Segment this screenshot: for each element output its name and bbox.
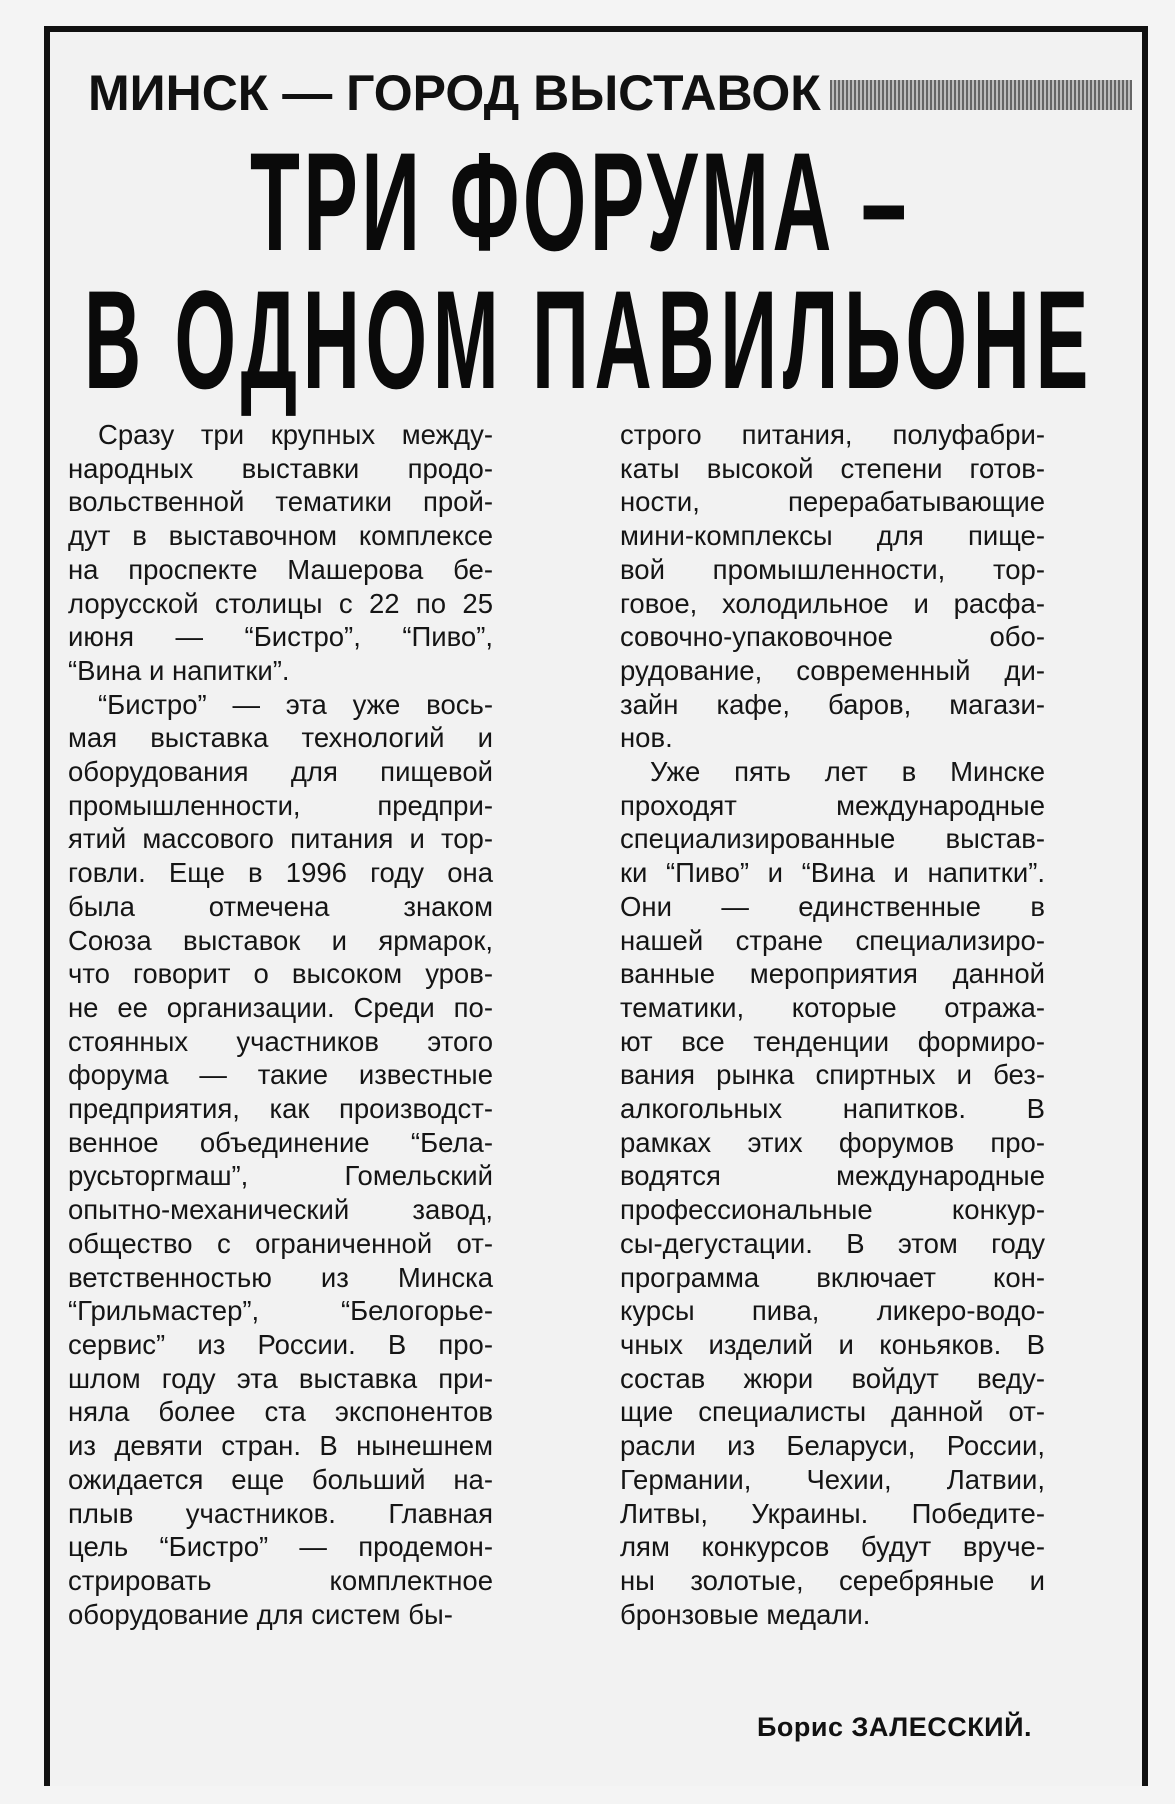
text-line: дут в выставочном комплексе [68, 520, 493, 552]
text-line: лям конкурсов будут вруче- [620, 1531, 1045, 1563]
text-line: нашей стране специализиро- [620, 924, 1045, 956]
text-line: предприятия, как производст- [68, 1093, 493, 1125]
text-line: профессиональные конкур- [620, 1194, 1045, 1226]
text-line: народных выставки продо- [68, 452, 493, 484]
text-line: из девяти стран. В нынешнем [68, 1430, 493, 1462]
text-line: водятся международные [620, 1160, 1045, 1192]
text-line: щие специалисты данной от- [620, 1396, 1045, 1428]
rubric-shaded-bar [830, 80, 1132, 110]
text-line: зайн кафе, баров, магази- [620, 688, 1045, 720]
text-line: оборудования для пищевой [68, 756, 493, 788]
text-line: вольственной тематики прой- [68, 486, 493, 518]
text-line: бронзовые медали. [620, 1598, 871, 1630]
text-line: “Вина и напитки”. [68, 654, 290, 686]
text-line: стрировать комплектное [68, 1564, 493, 1596]
text-line: ванные мероприятия данной [620, 958, 1045, 990]
text-line: июня — “Бистро”, “Пиво”, [68, 621, 493, 653]
text-line: ятий массового питания и тор- [68, 823, 493, 855]
text-line: состав жюри войдут веду- [620, 1362, 1045, 1394]
text-line: Союза выставок и ярмарок, [68, 924, 493, 956]
text-line: специализированные выстав- [620, 823, 1045, 855]
text-line: Они — единственные в [620, 890, 1045, 922]
text-line: ности, перерабатывающие [620, 486, 1045, 518]
text-line: курсы пива, ликеро-водо- [620, 1295, 1045, 1327]
rubric-row [70, 62, 1130, 124]
text-line: расли из Беларуси, России, [620, 1430, 1045, 1462]
text-line: сервис” из России. В про- [68, 1328, 493, 1360]
text-line: форума — такие известные [68, 1059, 493, 1091]
text-line: на проспекте Машерова бе- [68, 553, 493, 585]
text-line: что говорит о высоком уров- [68, 958, 493, 990]
headline-line-1: ТРИ ФОРУМА – [250, 123, 910, 280]
text-line: лорусской столицы с 22 по 25 [68, 587, 493, 619]
text-line: проходят международные [620, 789, 1045, 821]
text-line: Сразу три крупных между- [98, 419, 493, 450]
text-line: няла более ста экспонентов [68, 1396, 493, 1428]
text-line: вой промышленности, тор- [620, 553, 1045, 585]
text-line: Литвы, Украины. Победите- [620, 1497, 1045, 1529]
text-line: чных изделий и коньяков. В [620, 1328, 1045, 1360]
text-line: общество с ограниченной от- [68, 1227, 493, 1259]
text-line: говли. Еще в 1996 году она [68, 857, 493, 889]
text-line: плыв участников. Главная [68, 1497, 493, 1529]
text-line: шлом году эта выставка при- [68, 1362, 493, 1394]
headline-line-2: В ОДНОМ ПАВИЛЬОНЕ [84, 261, 1094, 418]
text-line: Германии, Чехии, Латвии, [620, 1463, 1045, 1495]
text-line: мини-комплексы для пище- [620, 520, 1045, 552]
text-line: ветственностью из Минска [68, 1261, 493, 1293]
article-column-left [68, 418, 493, 1631]
text-line: строго питания, полуфабри- [620, 419, 1045, 450]
text-line: русьторгмаш”, Гомельский [68, 1160, 493, 1192]
text-line: рамках этих форумов про- [620, 1126, 1045, 1158]
text-line: венное объединение “Бела- [68, 1126, 493, 1158]
text-line: сы-дегустации. В этом году [620, 1227, 1045, 1259]
text-line: цель “Бистро” — продемон- [68, 1531, 493, 1563]
text-line: мая выставка технологий и [68, 722, 493, 754]
text-line: говое, холодильное и расфа- [620, 587, 1045, 619]
text-line: ны золотые, серебряные и [620, 1564, 1045, 1596]
text-line: алкогольных напитков. В [620, 1093, 1045, 1125]
text-line: каты высокой степени готов- [620, 452, 1045, 484]
text-line: была отмечена знаком [68, 890, 493, 922]
text-line: стоянных участников этого [68, 1025, 493, 1057]
text-line: тематики, которые отража- [620, 991, 1045, 1023]
text-line: опытно-механический завод, [68, 1194, 493, 1226]
text-line: совочно-упаковочное обо- [620, 621, 1045, 653]
article-column-right [620, 418, 1045, 1631]
author-byline: Борис ЗАЛЕССКИЙ. [757, 1712, 1032, 1742]
text-line: Уже пять лет в Минске [650, 756, 1045, 788]
text-line: ожидается еще больший на- [68, 1463, 493, 1495]
text-line: оборудование для систем бы- [68, 1598, 453, 1630]
text-line: “Грильмастер”, “Белогорье- [68, 1295, 493, 1327]
rubric-label: МИНСК — ГОРОД ВЫСТАВОК [88, 65, 821, 121]
text-line: “Бистро” — эта уже вось- [98, 688, 493, 720]
text-line: вания рынка спиртных и без- [620, 1059, 1045, 1091]
text-line: ки “Пиво” и “Вина и напитки”. [620, 857, 1045, 889]
text-line: программа включает кон- [620, 1261, 1045, 1293]
text-line: нов. [620, 722, 673, 754]
text-line: ют все тенденции формиро- [620, 1025, 1045, 1057]
text-line: промышленности, предпри- [68, 789, 493, 821]
text-line: рудование, современный ди- [620, 654, 1045, 686]
text-line: не ее организации. Среди по- [68, 991, 493, 1023]
